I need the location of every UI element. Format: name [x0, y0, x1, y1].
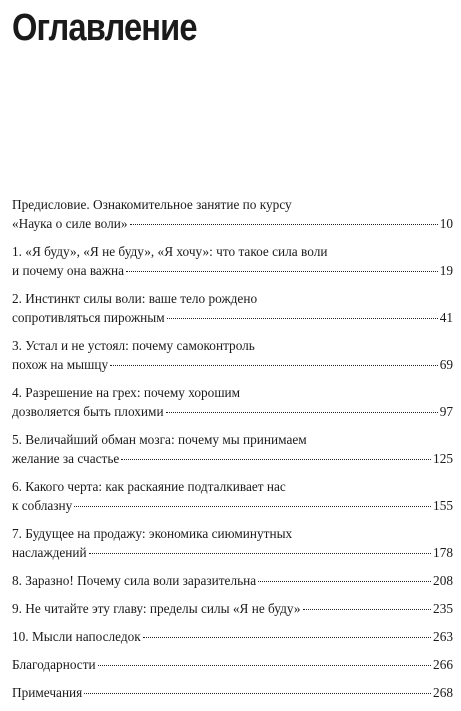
dot-leader [303, 609, 432, 610]
toc-page-number: 266 [433, 657, 453, 672]
toc-entry-title: 9. Не читайте эту главу: пределы силы «Я не буду» [12, 601, 301, 616]
toc-entry-title: 8. Заразно! Почему сила воли заразительна [12, 573, 257, 588]
toc-entry-title: 10. Мысли напоследок [12, 629, 141, 644]
toc-entry-line [12, 627, 453, 646]
table-of-contents [12, 195, 453, 711]
toc-entry-title: Благодарности [12, 657, 96, 672]
toc-entry-title: дозволяется быть плохими [12, 404, 164, 419]
toc-entry-title: наслаждений [12, 545, 87, 560]
toc-entry-line [12, 655, 453, 674]
toc-entry[interactable] [12, 336, 453, 374]
toc-entry[interactable] [12, 289, 453, 327]
toc-entry[interactable] [12, 430, 453, 468]
toc-entry-title-line: 3. Устал и не устоял: почему самоконтроль [12, 338, 255, 353]
toc-entry-line [12, 449, 453, 468]
toc-entry[interactable] [12, 477, 453, 515]
toc-entry[interactable] [12, 195, 453, 233]
toc-page-number: 268 [433, 685, 453, 700]
toc-entry[interactable] [12, 599, 453, 618]
toc-entry-title: желание за счастье [12, 451, 120, 466]
toc-entry-title: сопротивляться пирожным [12, 310, 165, 325]
dot-leader [130, 224, 438, 225]
toc-page-number: 19 [439, 263, 453, 278]
dot-leader [258, 581, 431, 582]
dot-leader [89, 553, 431, 554]
toc-entry[interactable] [12, 627, 453, 646]
toc-entry-line [12, 308, 453, 327]
dot-leader [98, 665, 431, 666]
toc-page-number: 97 [439, 404, 453, 419]
dot-leader [74, 506, 431, 507]
toc-page-number: 10 [439, 216, 453, 231]
toc-page-number: 155 [433, 498, 453, 513]
toc-entry-line [12, 599, 453, 618]
toc-entry-title-line: 1. «Я буду», «Я не буду», «Я хочу»: что такое сила воли [12, 244, 328, 259]
toc-entry-title: к соблазну [12, 498, 73, 513]
toc-entry[interactable] [12, 571, 453, 590]
toc-entry-title: и почему она важна [12, 263, 125, 278]
dot-leader [84, 693, 431, 694]
toc-entry[interactable] [12, 683, 453, 702]
toc-entry-title-line: 5. Величайший обман мозга: почему мы принимаем [12, 432, 307, 447]
toc-entry-line [12, 543, 453, 562]
dot-leader [126, 271, 438, 272]
dot-leader [143, 637, 431, 638]
toc-entry-line [12, 355, 453, 374]
toc-entry-title-line: 2. Инстинкт силы воли: ваше тело рождено [12, 291, 258, 306]
toc-entry-title-line: 7. Будущее на продажу: экономика сиюминутных [12, 526, 293, 541]
toc-entry-line [12, 214, 453, 233]
toc-entry[interactable] [12, 655, 453, 674]
toc-entry-line [12, 402, 453, 421]
toc-entry-title-line: 4. Разрешение на грех: почему хорошим [12, 385, 241, 400]
toc-entry-line [12, 261, 453, 280]
toc-entry-line [12, 683, 453, 702]
toc-page-number: 263 [433, 629, 453, 644]
toc-page-number: 125 [433, 451, 453, 466]
toc-page-number: 41 [439, 310, 453, 325]
toc-entry-title-line: Предисловие. Ознакомительное занятие по курсу [12, 197, 292, 212]
toc-entry[interactable] [12, 383, 453, 421]
dot-leader [166, 412, 438, 413]
toc-entry-title: Примечания [12, 685, 83, 700]
toc-entry-title: «Наука о силе воли» [12, 216, 128, 231]
toc-entry[interactable] [12, 242, 453, 280]
toc-page-number: 208 [433, 573, 453, 588]
toc-entry[interactable] [12, 524, 453, 562]
toc-entry-title-line: 6. Какого черта: как раскаяние подталкивает нас [12, 479, 286, 494]
toc-page-number: 235 [433, 601, 453, 616]
dot-leader [110, 365, 438, 366]
toc-entry-line [12, 496, 453, 515]
dot-leader [121, 459, 431, 460]
toc-entry-title: похож на мышцу [12, 357, 109, 372]
toc-page-number: 69 [439, 357, 453, 372]
toc-entry-line [12, 571, 453, 590]
page-title: Оглавление [12, 7, 197, 49]
dot-leader [167, 318, 438, 319]
toc-page-number: 178 [433, 545, 453, 560]
